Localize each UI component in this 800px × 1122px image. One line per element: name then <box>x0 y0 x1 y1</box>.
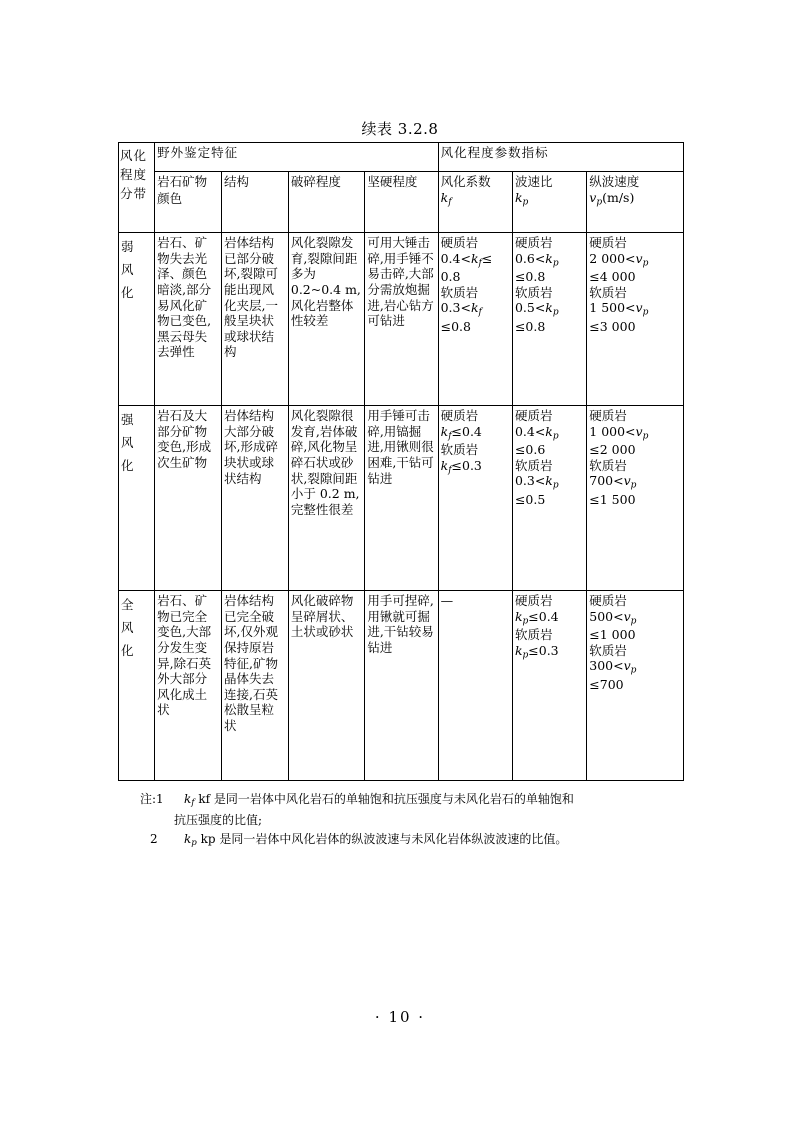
header-col-hardness: 坚硬程度 <box>365 172 438 233</box>
cell-fragmentation-strong: 风化裂隙很发育,岩体破碎,风化物呈碎石状或砂状,裂隙间距小于 0.2 m,完整性很差 <box>288 406 364 591</box>
symbol-vp: $v_p(m/s)$ <box>589 189 635 207</box>
note-2-label: 2 <box>150 832 158 847</box>
symbol-kf: $k_f$ <box>440 189 452 207</box>
header-zone-label: 风化 程度 分带 <box>119 143 155 233</box>
cell-hardness-complete: 用手可捏碎,用锹就可掘进,干钻较易钻进 <box>365 591 438 781</box>
cell-structure-complete: 岩体结构已完全破坏,仅外观保持原岩特征,矿物晶体失去连接,石英松散呈粒状 <box>221 591 288 781</box>
cell-color-strong: 岩石及大部分矿物变色,形成次生矿物 <box>155 406 222 591</box>
cell-kf-weak: 硬质岩 $0.4<k_f\le$ 0.8 软质岩 $0.3<k_f$ ≤0.8 <box>438 233 512 406</box>
cell-color-complete: 岩石、矿物已完全变色,大部分发生变异,除石英外大部分风化成土状 <box>155 591 222 781</box>
cell-kp-strong: 硬质岩 $0.4<k_p$ ≤0.6 软质岩 $0.3<k_p$ ≤0.5 <box>512 406 586 591</box>
cell-kp-weak: 硬质岩 $0.6<k_p$ ≤0.8 软质岩 $0.5<k_p$ ≤0.8 <box>512 233 586 406</box>
row-zone-complete: 全 风 化 <box>119 591 155 781</box>
header-col-color: 岩石矿物颜色 <box>155 172 222 233</box>
row-zone-weak: 弱 风 化 <box>119 233 155 406</box>
cell-kp-complete: 硬质岩 $k_p\le 0.4$ 软质岩 $k_p\le 0.3$ <box>512 591 586 781</box>
page-number: · 10 · <box>374 1008 426 1026</box>
cell-hardness-strong: 用手锤可击碎,用镐掘进,用锹则很困难,干钻可钻进 <box>365 406 438 591</box>
note-1-text: $k_f$ kf 是同一岩体中风化岩石的单轴饱和抗压强度与未风化岩石的单轴饱和 <box>184 792 574 809</box>
table-row <box>119 233 684 406</box>
cell-fragmentation-complete: 风化破碎物呈碎屑状、土状或砂状 <box>288 591 364 781</box>
note-2 <box>140 830 685 851</box>
cell-kf-strong: 硬质岩 $k_f\le 0.4$ 软质岩 $k_f\le 0.3$ <box>438 406 512 591</box>
note-1-label: 注:1 <box>140 792 164 806</box>
table-notes <box>140 790 685 851</box>
cell-vp-strong: 硬质岩 1 $000<v_p$ ≤2 000 软质岩 $700<v_p$ ≤1 500 <box>587 406 684 591</box>
table-header-row-2 <box>119 172 684 233</box>
cell-color-weak: 岩石、矿物失去光泽、颜色暗淡,部分易风化矿物已变色,黑云母失去弹性 <box>155 233 222 406</box>
header-col-structure: 结构 <box>221 172 288 233</box>
note-1 <box>140 790 685 830</box>
table-title: 续表 3.2.8 <box>361 120 439 138</box>
cell-fragmentation-weak: 风化裂隙发育,裂隙间距多为 0.2~0.4 m,风化岩整体性较差 <box>288 233 364 406</box>
header-parameter-index: 风化程度参数指标 <box>438 143 683 172</box>
cell-vp-complete: 硬质岩 $500<v_p$ ≤1 000 软质岩 $300<v_p$ ≤700 <box>587 591 684 781</box>
weathering-classification-table <box>118 142 684 781</box>
header-col-fragmentation: 破碎程度 <box>288 172 364 233</box>
note-1-text-continued: 抗压强度的比值; <box>174 812 263 827</box>
row-zone-strong: 强 风 化 <box>119 406 155 591</box>
table-row <box>119 406 684 591</box>
table-row <box>119 591 684 781</box>
table-header-row-1 <box>119 143 684 172</box>
cell-kf-complete: — <box>438 591 512 781</box>
header-col-vp: 纵波速度 $v_p(m/s)$ <box>587 172 684 233</box>
header-col-kp: 波速比 $k_p$ <box>512 172 586 233</box>
cell-structure-weak: 岩体结构已部分破坏,裂隙可能出现风化夹层,一般呈块状或球状结构 <box>221 233 288 406</box>
cell-hardness-weak: 可用大锤击碎,用手锤不易击碎,大部分需放炮掘进,岩心钻方可钻进 <box>365 233 438 406</box>
header-col-kf: 风化系数 $k_f$ <box>438 172 512 233</box>
symbol-kp: $k_p$ <box>514 189 529 207</box>
note-2-text: $k_p$ kp 是同一岩体中风化岩体的纵波波速与未风化岩体纵波波速的比值。 <box>184 832 568 849</box>
cell-vp-weak: 硬质岩 2 $000<v_p$ ≤4 000 软质岩 1 $500<v_p$ ≤3 000 <box>587 233 684 406</box>
header-field-identification: 野外鉴定特征 <box>155 143 439 172</box>
cell-structure-strong: 岩体结构大部分破坏,形成碎块状或球状结构 <box>221 406 288 591</box>
